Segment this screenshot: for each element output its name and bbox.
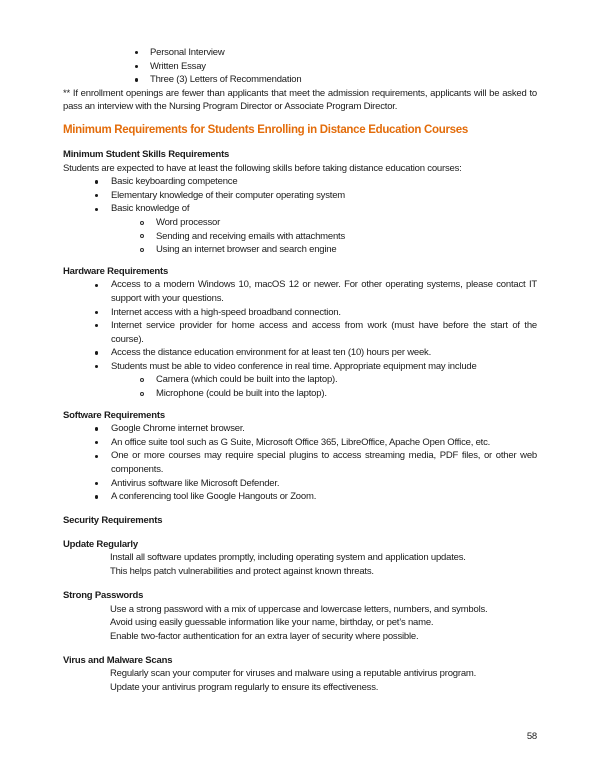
- list-item: One or more courses may require special plugins to access streaming media, PDF files, or other web components.: [63, 449, 537, 476]
- list-item: Students must be able to video conference in real time. Appropriate equipment may include: [63, 360, 537, 374]
- list-item: Elementary knowledge of their computer operating system: [63, 189, 537, 203]
- security-title: Security Requirements: [63, 514, 163, 526]
- list-item: Three (3) Letters of Recommendation: [63, 73, 537, 87]
- body-line: Enable two-factor authentication for an extra layer of security where possible.: [110, 630, 419, 642]
- list-item: Basic keyboarding competence: [63, 175, 537, 189]
- skills-section: [63, 148, 537, 257]
- enrollment-note: ** If enrollment openings are fewer than applicants that meet the admission requirements, applicants will be asked to pass an interview with the Nursing Program Director or Associate Program Director.: [63, 87, 537, 113]
- list-item: Access the distance education environment for at least ten (10) hours per week.: [63, 346, 537, 360]
- list-item: Word processor: [63, 216, 537, 230]
- software-title: Software Requirements: [63, 409, 165, 421]
- virus-malware-body: [63, 667, 537, 694]
- body-line: Avoid using easily guessable information like your name, birthday, or pet’s name.: [110, 617, 434, 629]
- hardware-section: [63, 265, 537, 401]
- list-item: A conferencing tool like Google Hangouts or Zoom.: [63, 490, 537, 504]
- security-section: [63, 514, 537, 695]
- strong-passwords-title: Strong Passwords: [63, 589, 144, 601]
- skills-title: Minimum Student Skills Requirements: [63, 148, 230, 160]
- body-line: Regularly scan your computer for viruses and malware using a reputable antivirus program.: [110, 668, 477, 680]
- list-item: Access to a modern Windows 10, macOS 12 or newer. For other operating systems, please contact IT support with your questions.: [63, 278, 537, 305]
- list-item: Microphone (could be built into the laptop).: [63, 387, 537, 401]
- virus-malware-title: Virus and Malware Scans: [63, 654, 173, 666]
- list-item: Sending and receiving emails with attachments: [63, 230, 537, 244]
- strong-passwords-body: [63, 603, 537, 644]
- admission-requirements-list: [63, 46, 537, 87]
- list-item: Camera (which could be built into the laptop).: [63, 373, 537, 387]
- body-line: This helps patch vulnerabilities and protect against known threats.: [110, 565, 374, 577]
- list-item: Personal Interview: [63, 46, 537, 60]
- list-item: Internet access with a high-speed broadband connection.: [63, 306, 537, 320]
- list-item: Internet service provider for home access and access from work (must have before the start of the course).: [63, 319, 537, 346]
- body-line: Install all software updates promptly, including operating system and application updates.: [110, 552, 466, 564]
- list-item: Written Essay: [63, 60, 537, 74]
- hardware-title: Hardware Requirements: [63, 265, 169, 277]
- update-regularly-body: [63, 551, 537, 578]
- hardware-sub-list: [63, 373, 537, 400]
- list-item: Using an internet browser and search engine: [63, 243, 537, 257]
- update-regularly-title: Update Regularly: [63, 538, 138, 550]
- list-item: An office suite tool such as G Suite, Microsoft Office 365, LibreOffice, Apache Open Office, etc.: [63, 436, 537, 450]
- hardware-list: [63, 278, 537, 373]
- skills-list: [63, 175, 537, 216]
- software-list: [63, 422, 537, 504]
- body-line: Use a strong password with a mix of uppercase and lowercase letters, numbers, and symbols.: [110, 603, 488, 615]
- skills-intro: Students are expected to have at least the following skills before taking distance education courses:: [63, 162, 462, 174]
- list-item: Google Chrome internet browser.: [63, 422, 537, 436]
- list-item: Basic knowledge of: [63, 202, 537, 216]
- body-line: Update your antivirus program regularly to ensure its effectiveness.: [110, 681, 379, 693]
- list-item: Antivirus software like Microsoft Defender.: [63, 477, 537, 491]
- distance-education-heading: Minimum Requirements for Students Enrolling in Distance Education Courses: [63, 123, 468, 136]
- software-section: [63, 409, 537, 504]
- skills-sub-list: [63, 216, 537, 257]
- page-number: 58: [526, 731, 537, 742]
